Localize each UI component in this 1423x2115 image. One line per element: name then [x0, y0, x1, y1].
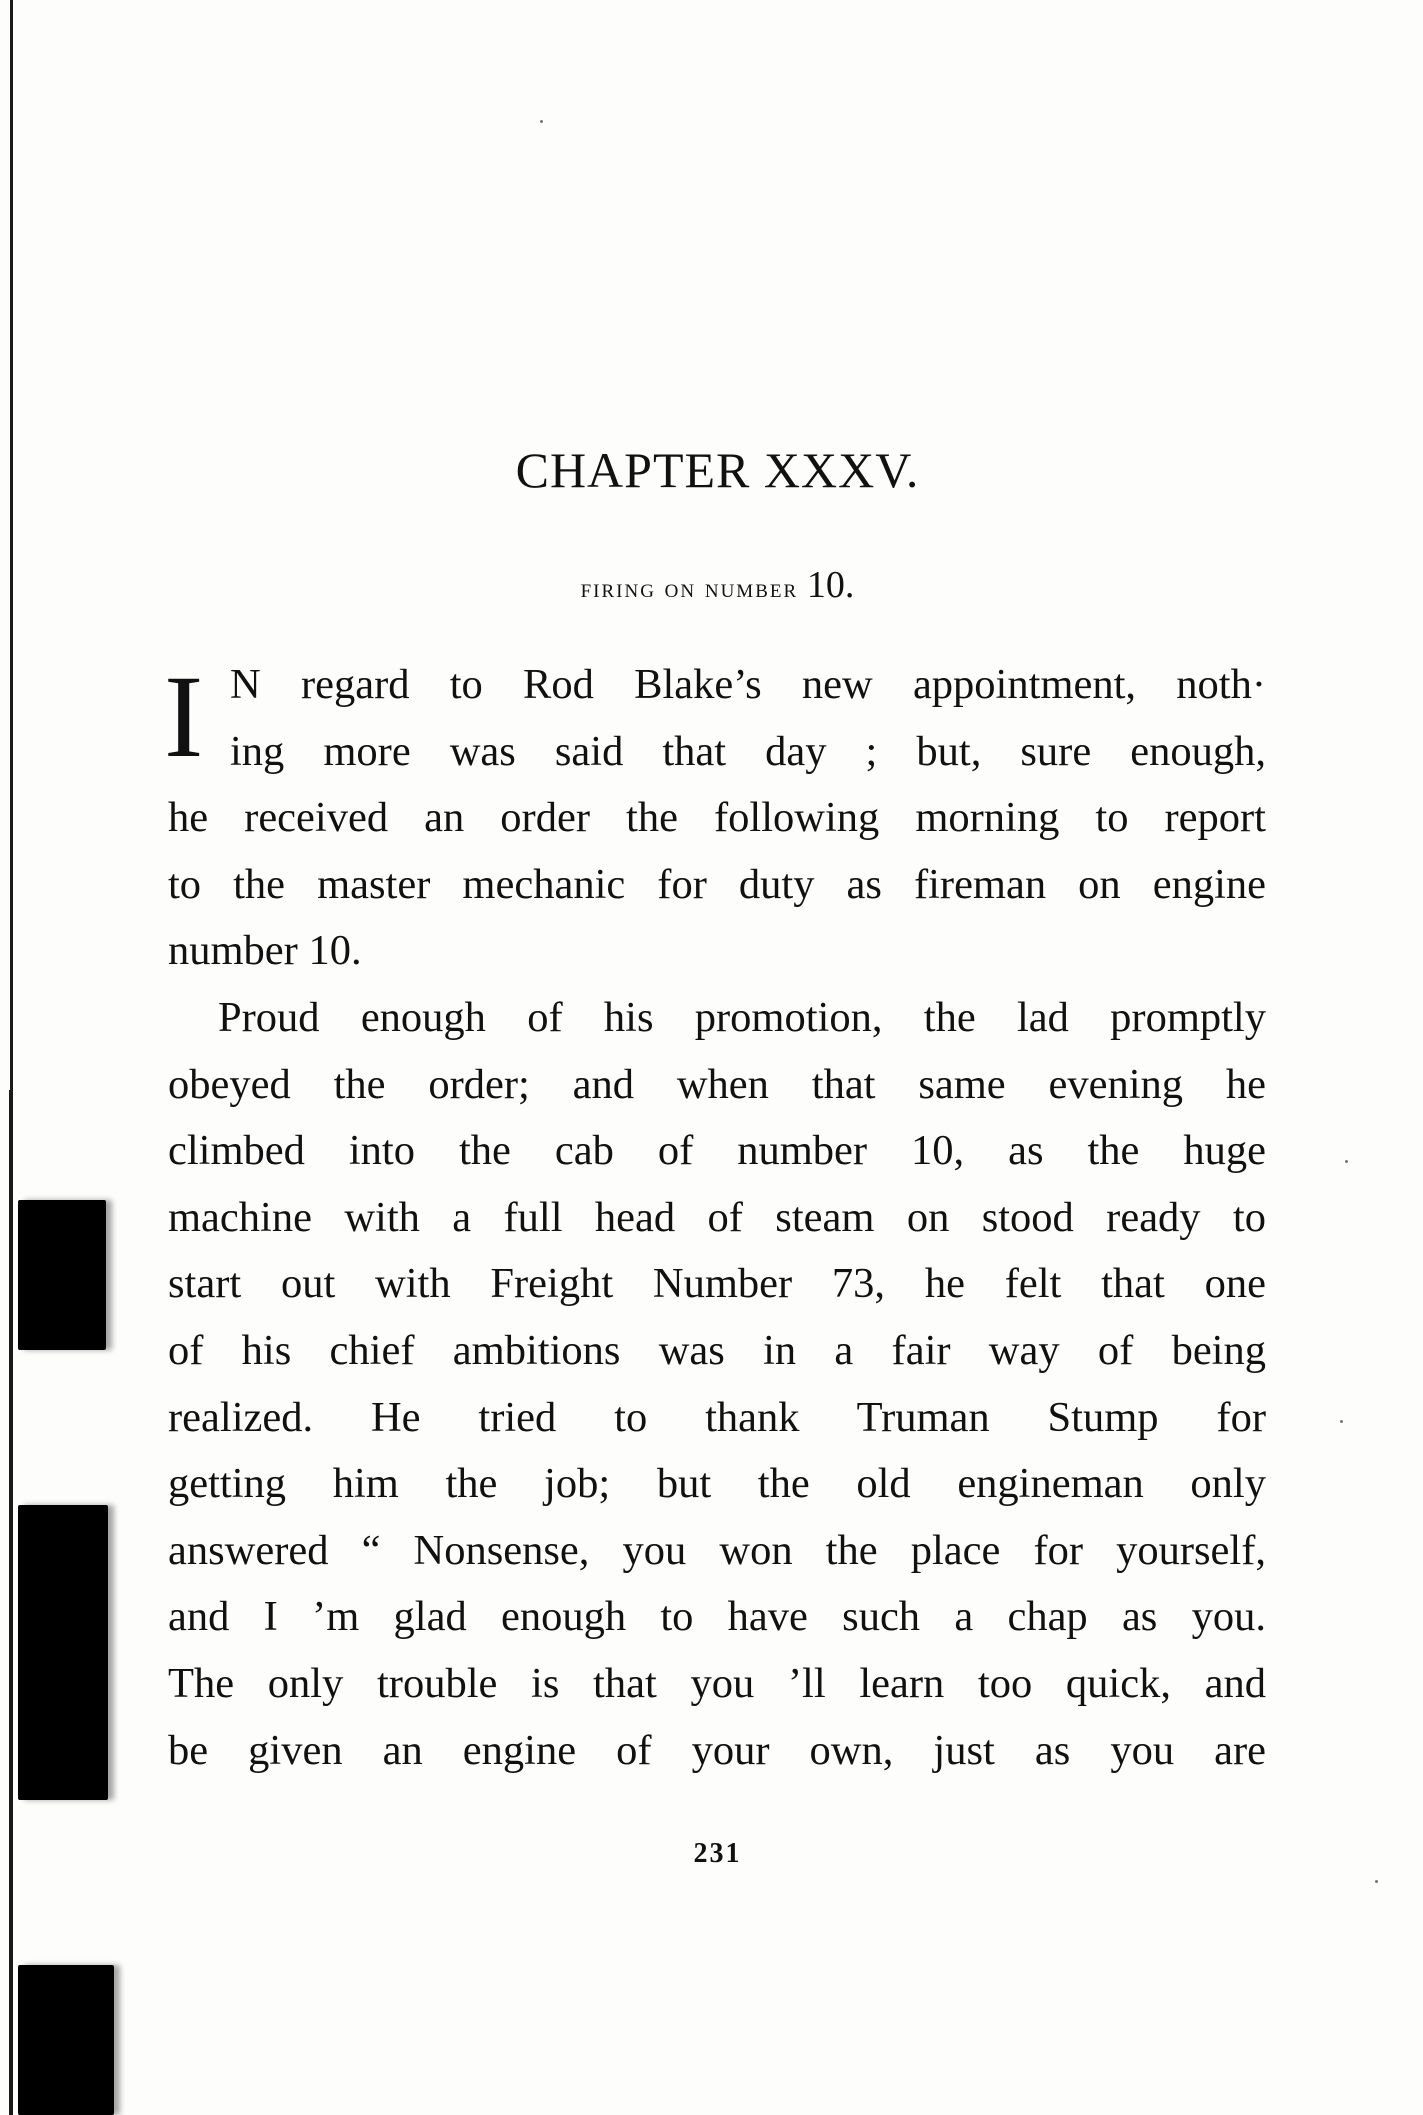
text-line: be given an engine of your own, just as you are: [168, 1726, 1266, 1774]
text-line: obeyed the order; and when that same evening he: [168, 1060, 1266, 1108]
text-line: and I ’m glad enough to have such a chap as you.: [168, 1593, 1266, 1641]
text-line: ing more was said that day ; but, sure enough,: [230, 727, 1266, 775]
binding-edge-line: [10, 0, 13, 1090]
chapter-title: CHAPTER XXXV.: [515, 442, 920, 498]
text-line: climbed into the cab of number 10, as the huge: [168, 1127, 1266, 1175]
chapter-subtitle-number: 10.: [806, 564, 855, 606]
chapter-subtitle-text: firing on number: [580, 573, 799, 603]
text-line: number 10.: [168, 927, 362, 975]
text-line: to the master mechanic for duty as fireman on engine: [168, 860, 1266, 908]
text-line: he received an order the following morning to report: [168, 794, 1266, 842]
scan-speck: [1375, 1880, 1378, 1883]
text-line: Proud enough of his promotion, the lad promptly: [218, 993, 1266, 1041]
text-line: getting him the job; but the old engineman only: [168, 1460, 1266, 1508]
scan-speck: [540, 120, 543, 123]
text-line: of his chief ambitions was in a fair way of being: [168, 1326, 1266, 1374]
page-number: 231: [693, 1838, 742, 1869]
text-line: answered “ Nonsense, you won the place for yourself,: [168, 1526, 1266, 1574]
text-line: N regard to Rod Blake’s new appointment, noth·: [230, 661, 1266, 708]
drop-cap: I: [164, 651, 204, 782]
binding-edge-line-lower: [9, 1090, 13, 2115]
scan-speck: [1340, 1420, 1343, 1423]
chapter-body-text: [164, 651, 1266, 1784]
text-line: start out with Freight Number 73, he felt that one: [168, 1260, 1266, 1308]
scan-shadow-artifact: [18, 1200, 106, 1350]
scan-shadow-artifact: [18, 1965, 114, 2115]
text-line: machine with a full head of steam on stood ready to: [168, 1193, 1266, 1241]
chapter-subtitle: [0, 565, 1423, 608]
text-line: The only trouble is that you ’ll learn too quick, and: [168, 1659, 1266, 1707]
scan-shadow-artifact: [18, 1505, 108, 1800]
scan-speck: [1345, 1160, 1348, 1163]
text-line: realized. He tried to thank Truman Stump for: [168, 1393, 1266, 1441]
